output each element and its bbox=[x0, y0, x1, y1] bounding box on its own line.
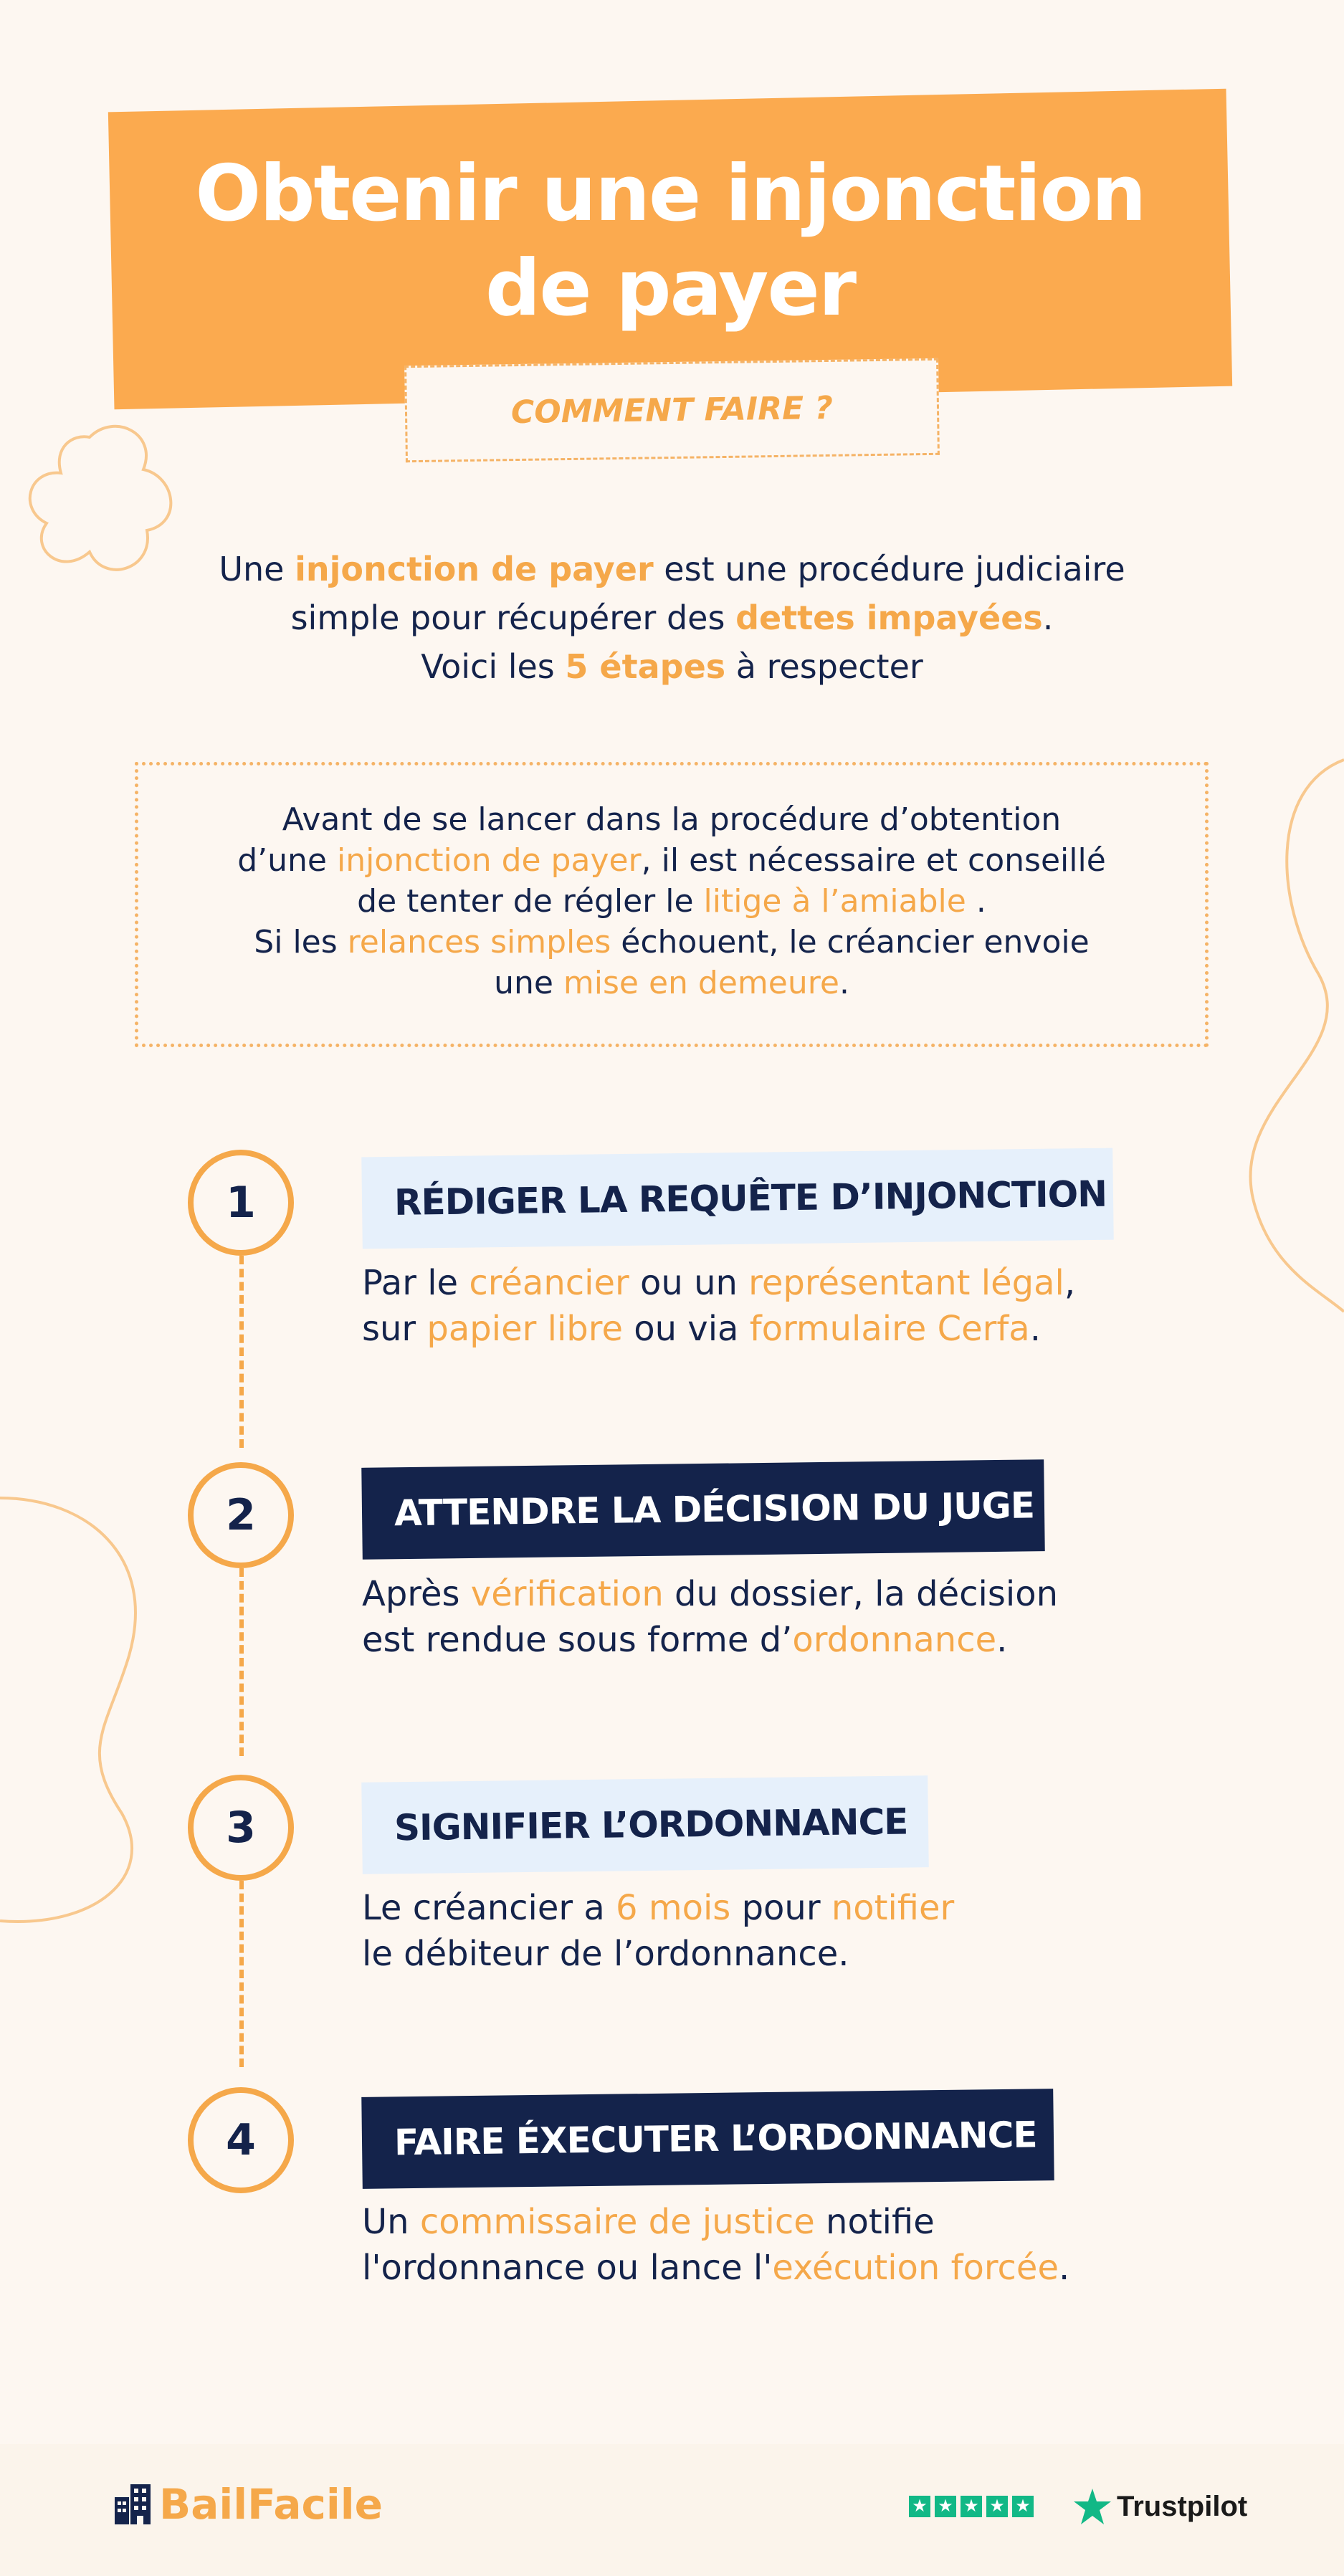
trustpilot-logo[interactable] bbox=[1074, 2489, 1247, 2524]
note-text: Avant de se lancer dans la procédure d’obtention d’une injonction de payer, il est nécessaire et conseillé de tenter de régler le litige à l’amiable . Si les relances simples échouent, le créancier envoie une mise en demeure. bbox=[237, 801, 1106, 1001]
step-title: ATTENDRE LA DÉCISION DU JUGE bbox=[361, 1459, 1044, 1560]
star-icon: ★ bbox=[986, 2496, 1008, 2517]
step-number-circle: 3 bbox=[188, 1775, 294, 1881]
step-title: RÉDIGER LA REQUÊTE D’INJONCTION bbox=[361, 1148, 1113, 1249]
rating-stars bbox=[909, 2496, 1034, 2517]
trustpilot-label: Trustpilot bbox=[1117, 2490, 1248, 2522]
step-description: Le créancier a 6 mois pour notifier le débiteur de l’ordonnance. bbox=[362, 1888, 955, 1974]
intro-paragraph: Une injonction de payer est une procédure judiciaire simple pour récupérer des dettes impayées. Voici les 5 étapes à respecter bbox=[219, 550, 1125, 686]
trustpilot-star-icon bbox=[1074, 2489, 1111, 2524]
step-description: Après vérification du dossier, la décision est rendue sous forme d’ordonnance. bbox=[362, 1574, 1059, 1660]
star-icon: ★ bbox=[961, 2496, 982, 2517]
subtitle: COMMENT FAIRE ? bbox=[510, 389, 834, 431]
subtitle-box bbox=[404, 358, 940, 462]
brand-logo[interactable] bbox=[115, 2480, 383, 2529]
timeline-connector bbox=[239, 1568, 244, 1756]
step-number-circle: 1 bbox=[188, 1150, 294, 1256]
page-title: Obtenir une injonction de payer bbox=[195, 149, 1145, 333]
timeline-connector bbox=[239, 1881, 244, 2067]
star-icon: ★ bbox=[909, 2496, 930, 2517]
star-icon: ★ bbox=[935, 2496, 956, 2517]
decorative-wave-right bbox=[1240, 745, 1344, 1319]
step-title: SIGNIFIER L’ORDONNANCE bbox=[361, 1775, 929, 1874]
step-number-circle: 4 bbox=[188, 2087, 294, 2193]
step-title: FAIRE ÉXECUTER L’ORDONNANCE bbox=[361, 2089, 1054, 2189]
timeline-connector bbox=[239, 1256, 244, 1448]
step-description: Un commissaire de justice notifie l'ordonnance ou lance l'exécution forcée. bbox=[362, 2202, 1070, 2288]
brand-name: BailFacile bbox=[159, 2480, 383, 2529]
step-description: Par le créancier ou un représentant légal, sur papier libre ou via formulaire Cerfa. bbox=[362, 1263, 1076, 1349]
decorative-wave-left bbox=[0, 1491, 151, 1935]
star-icon: ★ bbox=[1012, 2496, 1034, 2517]
building-icon bbox=[115, 2484, 151, 2524]
step-number-circle: 2 bbox=[188, 1462, 294, 1568]
